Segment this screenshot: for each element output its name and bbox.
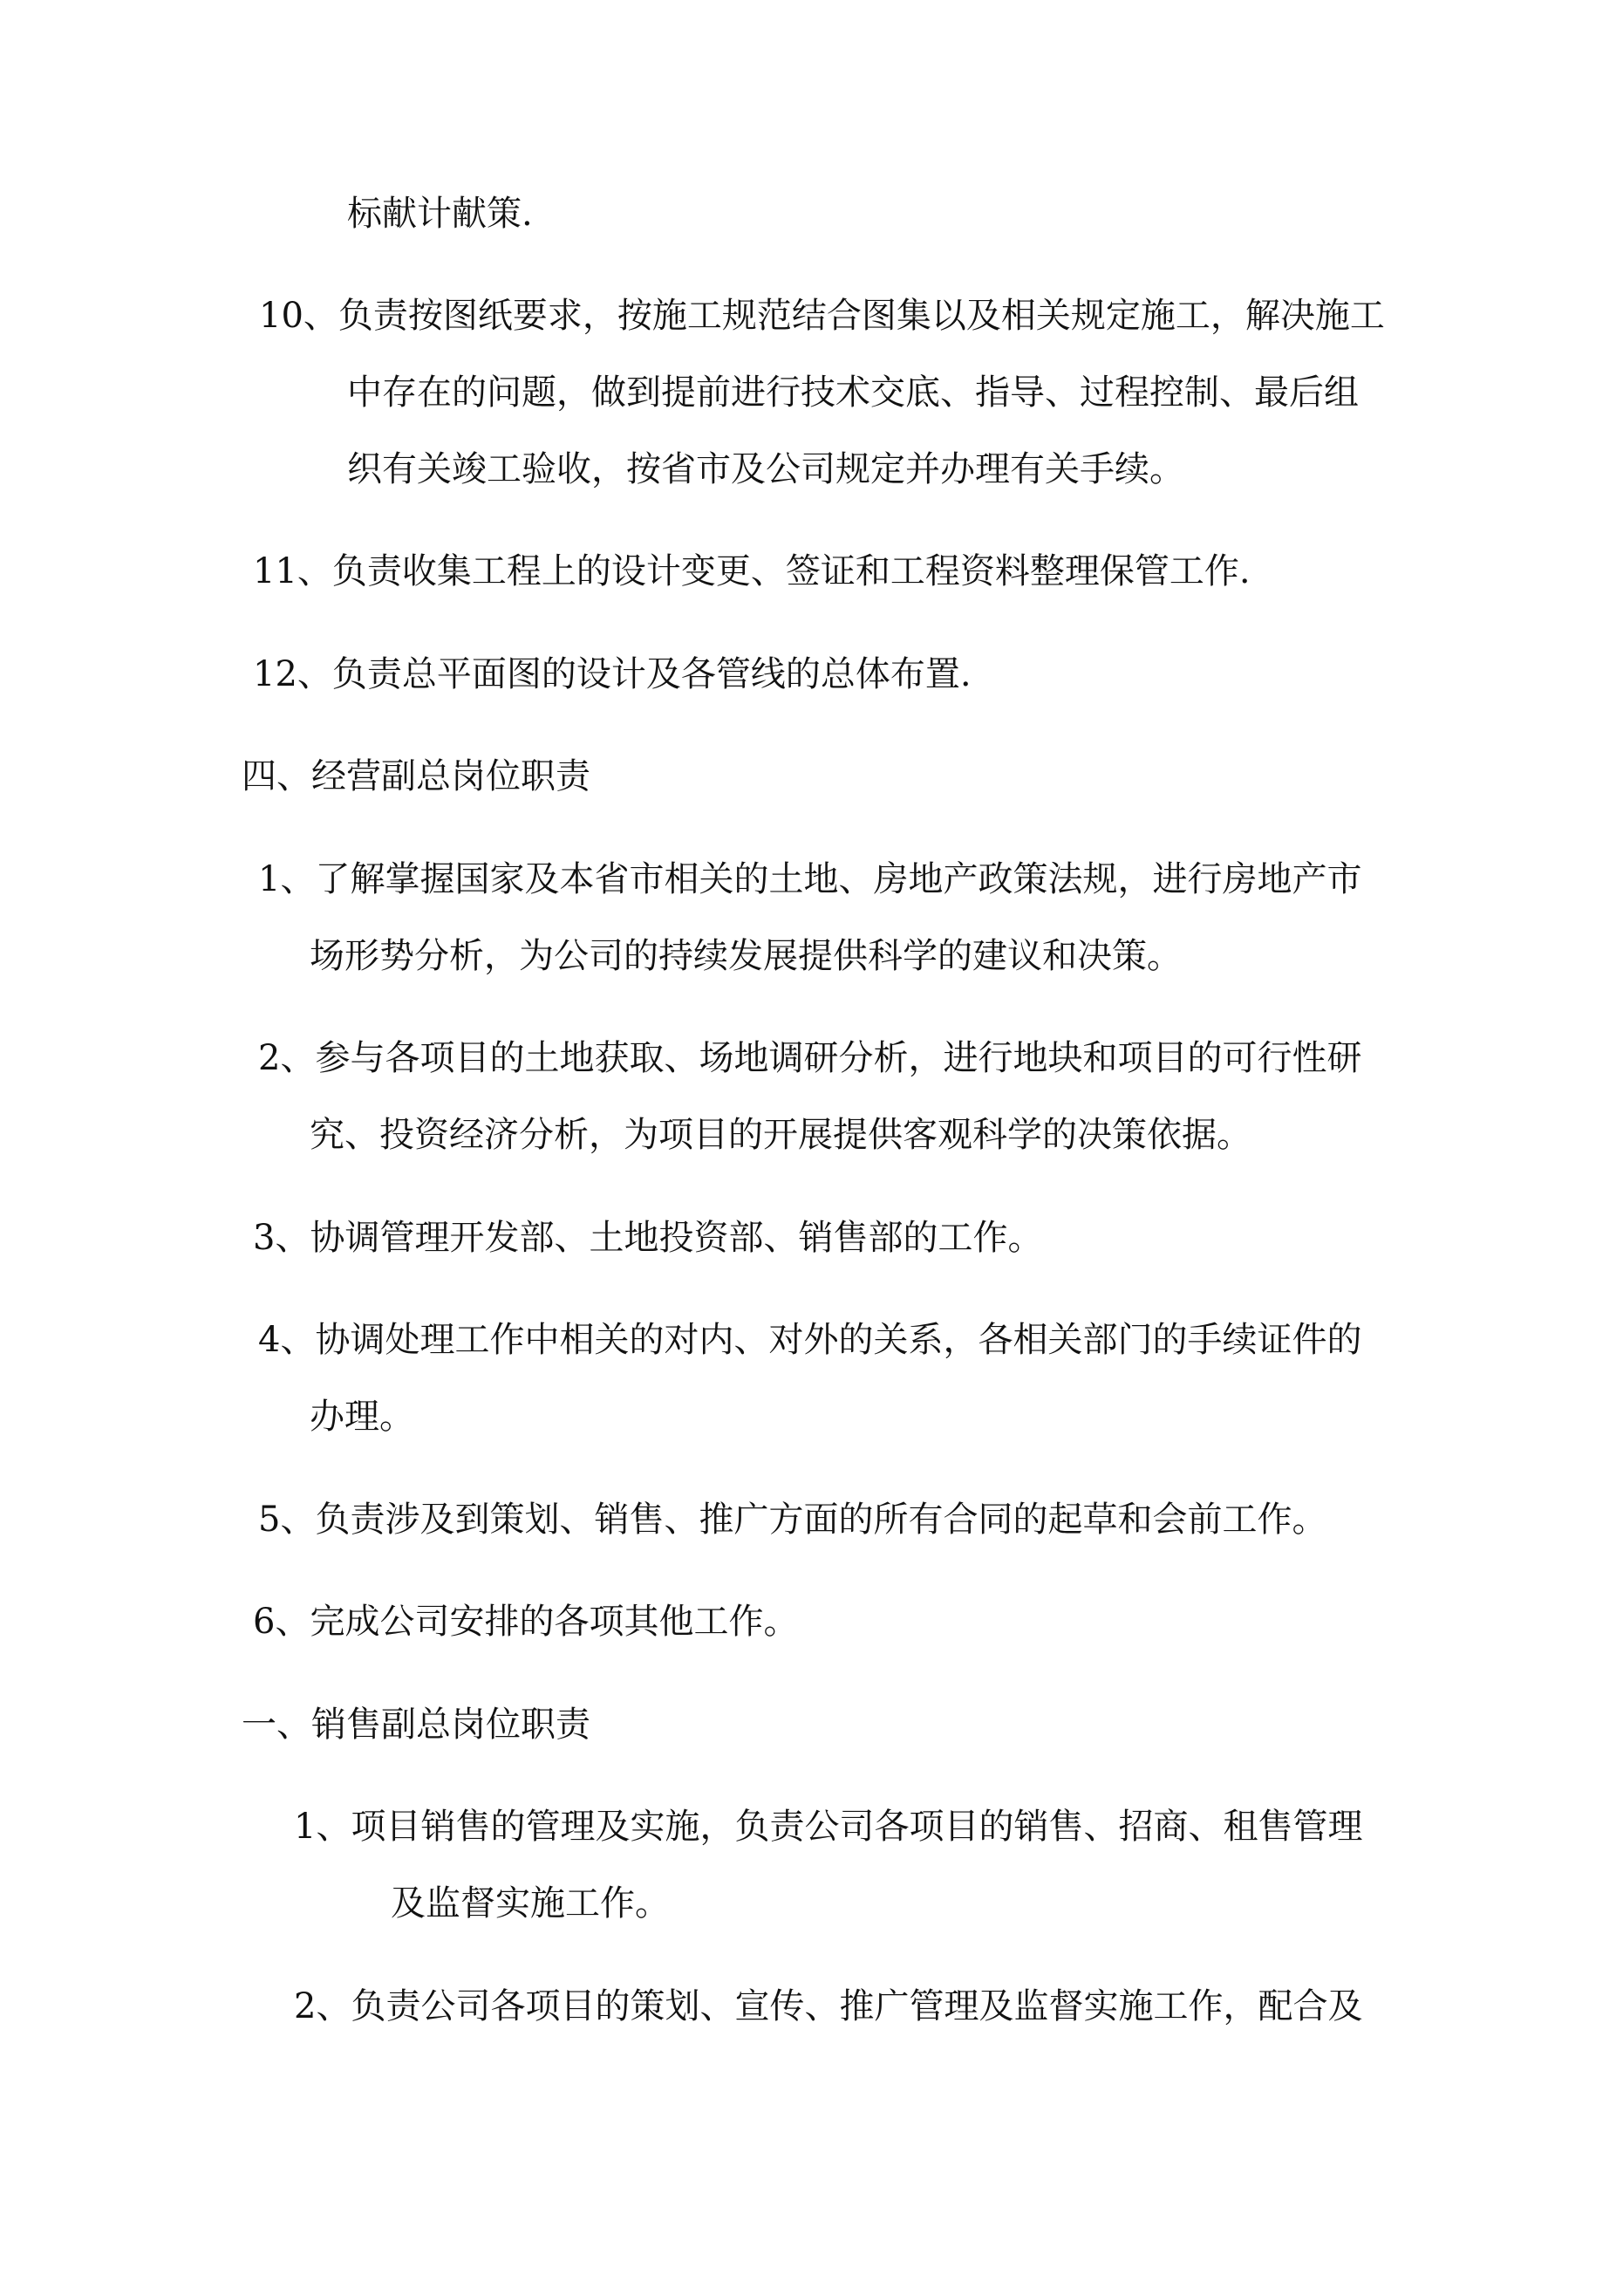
text-line: 5、负责涉及到策划、销售、推广方面的所有合同的起草和会前工作。 — [258, 1500, 1327, 1540]
text-line: 场形势分析，为公司的持续发展提供科学的建议和决策。 — [310, 936, 1182, 976]
text-line: 究、投资经济分析，为项目的开展提供客观科学的决策依据。 — [310, 1115, 1251, 1155]
text-line: 2、负责公司各项目的策划、宣传、推广管理及监督实施工作，配合及 — [294, 1986, 1363, 2026]
text-line: 标献计献策. — [347, 194, 533, 234]
text-line: 1、项目销售的管理及实施，负责公司各项目的销售、招商、租售管理 — [294, 1807, 1363, 1847]
text-line: 及监督实施工作。 — [391, 1883, 670, 1924]
text-line: 10、负责按图纸要求，按施工规范结合图集以及相关规定施工，解决施工 — [259, 296, 1385, 336]
text-line: 12、负责总平面图的设计及各管线的总体布置. — [253, 654, 972, 694]
text-line: 办理。 — [310, 1397, 414, 1437]
text-line: 织有关竣工验收，按省市及公司规定并办理有关手续。 — [347, 449, 1184, 489]
text-line: 6、完成公司安排的各项其他工作。 — [253, 1602, 799, 1642]
text-line: 4、协调处理工作中相关的对内、对外的关系，各相关部门的手续证件的 — [258, 1320, 1362, 1360]
text-line: 3、协调管理开发部、土地投资部、销售部的工作。 — [253, 1218, 1043, 1258]
section-heading: 四、经营副总岗位职责 — [242, 756, 590, 796]
text-line: 2、参与各项目的土地获取、场地调研分析，进行地块和项目的可行性研 — [258, 1038, 1362, 1078]
text-line: 中存在的问题，做到提前进行技术交底、指导、过程控制、最后组 — [347, 372, 1359, 413]
text-line: 1、了解掌握国家及本省市相关的土地、房地产政策法规，进行房地产市 — [258, 859, 1362, 899]
text-line: 11、负责收集工程上的设计变更、签证和工程资料整理保管工作. — [253, 551, 1251, 591]
section-heading: 一、销售副总岗位职责 — [242, 1705, 590, 1745]
